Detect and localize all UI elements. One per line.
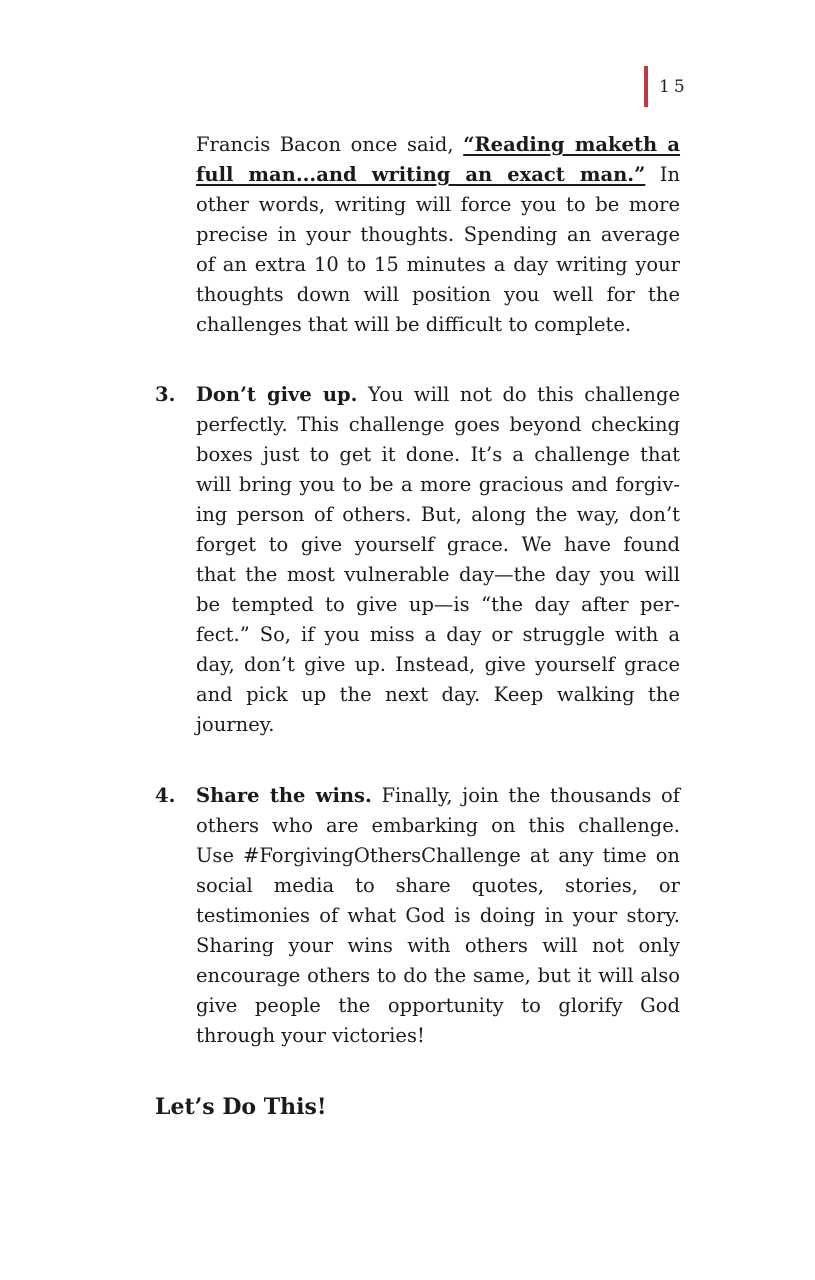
numbered-list [155,380,680,1051]
list-item-4-body: Finally, join the thousands of others who are embarking on this challenge. Use #ForgivingOthersChallenge at any time on social media to share quotes, stories, or testimonies of what God is doing in your story. Sharing your wins with others will not only encourage others to do the same, but it will also give people the opportunity to glorify God through your victories! [196,784,680,1047]
list-item-3-number: 3. [155,383,176,406]
closing-heading: Let’s Do This! [155,1094,327,1120]
list-item-3-title: Don’t give up. [196,383,358,406]
list-item-4 [155,781,680,1051]
intro-suffix: In other words, writing will force you to be more precise in your thoughts. Spending an average of an extra 10 to 15 minutes a day writing your thoughts down will position you well for the challenges that will be difficult to complete. [196,163,680,336]
page-body [155,130,680,1122]
page-number: 15 [659,77,689,97]
page-number-rule [644,66,648,107]
intro-paragraph [196,130,680,340]
list-item-4-number: 4. [155,784,176,807]
list-item-3-body: You will not do this challenge perfectly. This challenge goes beyond checking boxes just to get it done. It’s a challenge that will bring you to be a more gracious and forgiving person of others. But, along the way, don’t forget to give yourself grace. We have found that the most vulnerable day—the day you will be tempted to give up—is “the day after perfect.” So, if you miss a day or struggle with a day, don’t give up. Instead, give yourself grace and pick up the next day. Keep walking the journey. [196,383,680,736]
list-item-4-title: Share the wins. [196,784,372,807]
bacon-quote: “Reading maketh a full man...and writing an exact man.” [196,133,681,186]
list-item-3 [155,380,680,740]
intro-prefix: Francis Bacon once said, [196,133,464,156]
